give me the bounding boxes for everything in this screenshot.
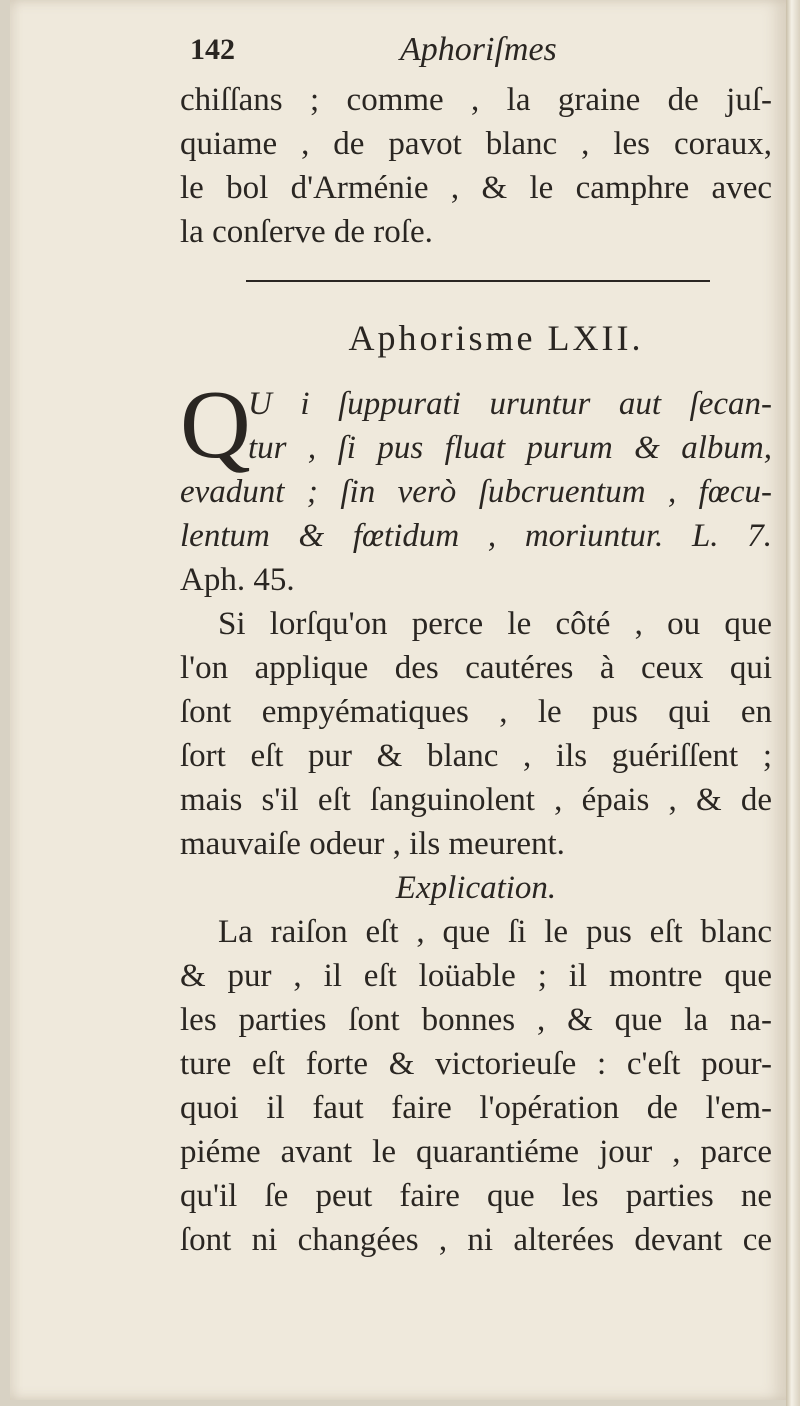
page-edge (786, 0, 800, 1406)
drop-cap: Q (180, 371, 251, 479)
text-line: mauvaiſe odeur , ils meurent. (180, 826, 565, 862)
aphorism-heading: Aphorisme LXII. (348, 318, 644, 358)
text-line: les parties ſont bonnes , & que la na- (180, 1002, 772, 1038)
latin-line: evadunt ; ſin verò ſubcruentum , fœcu- (180, 474, 772, 510)
section-divider (246, 280, 710, 282)
latin-line: Aph. 45. (180, 562, 295, 598)
text-line: ſont ni changées , ni alterées devant ce (180, 1222, 772, 1258)
text-line: quoi il faut faire l'opération de l'em- (180, 1090, 772, 1126)
text-line: chiſſans ; comme , la graine de juſ- (180, 82, 772, 118)
page-header (180, 28, 772, 78)
latin-line: lentum & fœtidum , moriuntur. L. 7. (180, 518, 772, 554)
text-line: l'on applique des cautéres à ceux qui (180, 650, 772, 686)
running-title: Aphoriſmes (400, 31, 557, 68)
latin-line: U i ſuppurati uruntur aut ſecan- (248, 386, 772, 422)
explication-paragraph (180, 910, 772, 1262)
text-line: Si lorſqu'on perce le côté , ou que (218, 606, 772, 642)
page-number: 142 (190, 33, 235, 66)
text-line: ſont empyématiques , le pus qui en (180, 694, 772, 730)
explication-title: Explication. (395, 870, 557, 906)
latin-aphorism (180, 371, 772, 602)
latin-line: tur , ſi pus fluat purum & album, (248, 430, 772, 466)
text-line: la conſerve de roſe. (180, 214, 433, 250)
text-line: ture eſt forte & victorieuſe : c'eſt pour- (180, 1046, 772, 1082)
text-line: qu'il ſe peut faire que les parties ne (180, 1178, 772, 1214)
text-line: & pur , il eſt loüable ; il montre que (180, 958, 772, 994)
text-line: mais s'il eſt ſanguinolent , épais , & de (180, 782, 772, 818)
text-line: ſort eſt pur & blanc , ils guériſſent ; (180, 738, 772, 774)
text-line: La raiſon eſt , que ſi le pus eſt blanc (218, 914, 772, 950)
page-text (180, 28, 772, 1262)
text-line: quiame , de pavot blanc , les coraux, (180, 126, 772, 162)
french-translation (180, 602, 772, 866)
intro-paragraph (180, 78, 772, 254)
text-line: le bol d'Arménie , & le camphre avec (180, 170, 772, 206)
text-line: piéme avant le quarantiéme jour , parce (180, 1134, 772, 1170)
